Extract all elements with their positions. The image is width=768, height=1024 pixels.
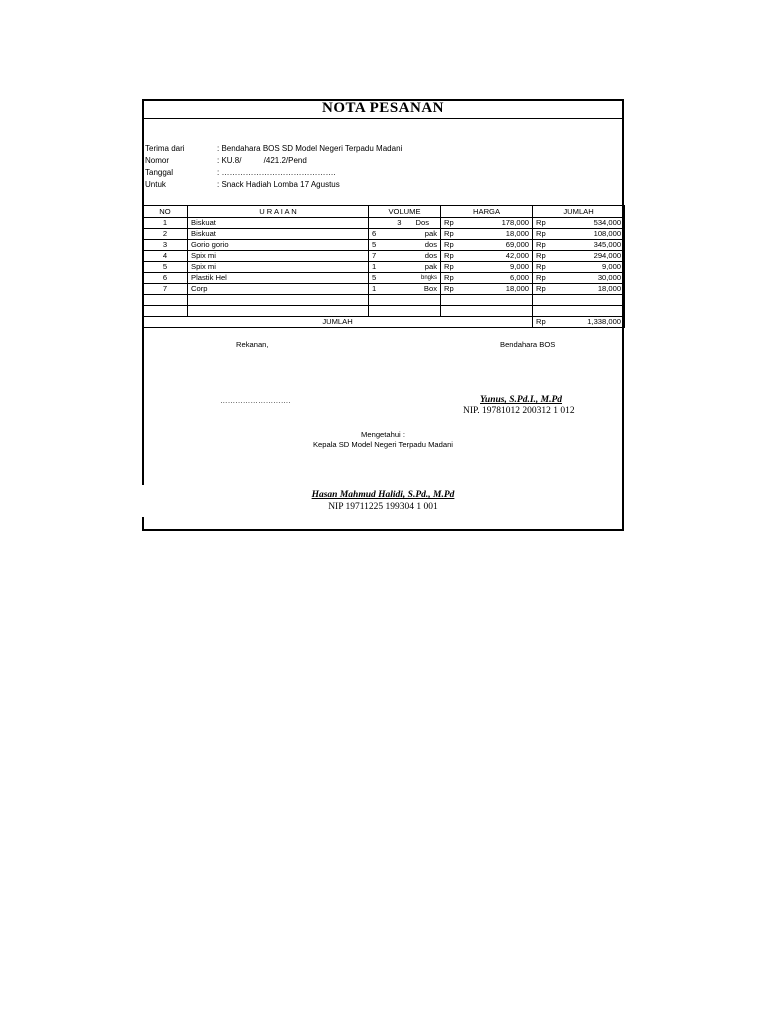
treasurer-title: Bendahara BOS xyxy=(500,340,556,349)
cell-unit: Box xyxy=(405,284,441,295)
cell-unit: dos xyxy=(405,240,441,251)
cell-currency: Rp xyxy=(441,240,461,251)
header-jumlah: JUMLAH xyxy=(533,206,625,218)
cell-no: 7 xyxy=(143,284,188,295)
cell-harga: 18,000 xyxy=(461,284,533,295)
info-value: : KU.8/ /421.2/Pend xyxy=(217,156,307,165)
cell-harga: 42,000 xyxy=(461,251,533,262)
cell-uraian: Corp xyxy=(188,284,369,295)
table-row xyxy=(143,251,625,262)
table-row xyxy=(143,273,625,284)
cell-currency: Rp xyxy=(441,229,461,240)
cell-jumlah: 345,000 xyxy=(551,240,625,251)
cell-harga: 178,000 xyxy=(461,218,533,229)
table-header-row xyxy=(143,206,625,218)
treasurer-nip: NIP. 19781012 200312 1 012 xyxy=(463,406,575,416)
cell-currency: Rp xyxy=(441,273,461,284)
cell-currency: Rp xyxy=(441,251,461,262)
cell-jumlah: 108,000 xyxy=(551,229,625,240)
table-row xyxy=(143,284,625,295)
items-table xyxy=(142,205,625,328)
info-label: Terima dari xyxy=(145,144,185,153)
title-divider xyxy=(142,118,624,119)
cell-qty: 5 xyxy=(369,273,405,284)
header-harga: HARGA xyxy=(441,206,533,218)
header-volume: VOLUME xyxy=(369,206,441,218)
cell-harga: 18,000 xyxy=(461,229,533,240)
info-label: Untuk xyxy=(145,180,166,189)
info-row-date xyxy=(145,167,565,179)
cell-jumlah: 18,000 xyxy=(551,284,625,295)
table-row-empty xyxy=(143,306,625,317)
info-value: : ……………………………………. xyxy=(217,168,336,177)
info-row-number xyxy=(145,155,565,167)
cell-no: 1 xyxy=(143,218,188,229)
cell-jumlah: 534,000 xyxy=(551,218,625,229)
table-row-empty xyxy=(143,295,625,306)
cell-no: 3 xyxy=(143,240,188,251)
cell-unit: bngks xyxy=(405,273,441,284)
cell-currency: Rp xyxy=(533,284,551,295)
cell-no: 2 xyxy=(143,229,188,240)
cell-jumlah: 9,000 xyxy=(551,262,625,273)
cell-qty: 3 xyxy=(369,218,405,229)
cell-uraian: Biskuat xyxy=(188,218,369,229)
info-label: Tanggal xyxy=(145,168,174,177)
table-row xyxy=(143,240,625,251)
info-row-purpose xyxy=(145,179,565,191)
principal-title: Kepala SD Model Negeri Terpadu Madani xyxy=(312,440,453,449)
cell-harga: 9,000 xyxy=(461,262,533,273)
cell-unit: dos xyxy=(405,251,441,262)
cell-unit: pak xyxy=(405,229,441,240)
cell-unit: pak xyxy=(405,262,441,273)
partner-title: Rekanan, xyxy=(236,340,269,349)
table-row xyxy=(143,229,625,240)
cell-no: 4 xyxy=(143,251,188,262)
cell-jumlah: 30,000 xyxy=(551,273,625,284)
header-uraian: U R A I A N xyxy=(188,206,369,218)
cell-qty: 1 xyxy=(369,284,405,295)
cell-currency: Rp xyxy=(533,240,551,251)
cell-harga: 6,000 xyxy=(461,273,533,284)
cell-currency: Rp xyxy=(533,273,551,284)
header-no: NO xyxy=(143,206,188,218)
frame-border-bottom xyxy=(142,529,624,531)
cell-currency: Rp xyxy=(441,262,461,273)
cell-currency: Rp xyxy=(533,262,551,273)
cell-currency: Rp xyxy=(533,218,551,229)
document-title: NOTA PESANAN xyxy=(322,100,444,116)
total-currency: Rp xyxy=(533,317,551,328)
cell-uraian: Plastik Hel xyxy=(188,273,369,284)
purchase-order-document xyxy=(142,99,624,531)
cell-uraian: Gorio gorio xyxy=(188,240,369,251)
cell-unit: Dos xyxy=(405,218,441,229)
principal-name: Hasan Mahmud Halidi, S.Pd., M.Pd xyxy=(311,490,455,500)
treasurer-name: Yunus, S.Pd.I., M.Pd xyxy=(480,395,563,405)
table-row xyxy=(143,262,625,273)
table-total-row xyxy=(143,317,625,328)
cell-qty: 1 xyxy=(369,262,405,273)
cell-qty: 5 xyxy=(369,240,405,251)
acknowledge-label: Mengetahui : xyxy=(361,430,405,439)
cell-harga: 69,000 xyxy=(461,240,533,251)
info-value: : Snack Hadiah Lomba 17 Agustus xyxy=(217,180,340,189)
cell-uraian: Biskuat xyxy=(188,229,369,240)
cell-qty: 6 xyxy=(369,229,405,240)
cell-no: 5 xyxy=(143,262,188,273)
cell-qty: 7 xyxy=(369,251,405,262)
principal-nip: NIP 19711225 199304 1 001 xyxy=(328,502,438,512)
cell-jumlah: 294,000 xyxy=(551,251,625,262)
cell-uraian: Spix mi xyxy=(188,251,369,262)
cell-currency: Rp xyxy=(533,251,551,262)
table-row xyxy=(143,218,625,229)
cell-currency: Rp xyxy=(533,229,551,240)
cell-no: 6 xyxy=(143,273,188,284)
partner-signature-line: ………………………. xyxy=(220,396,291,405)
total-value: 1,338,000 xyxy=(551,317,625,328)
cell-currency: Rp xyxy=(441,284,461,295)
info-row-received-from xyxy=(145,143,565,155)
cell-currency: Rp xyxy=(441,218,461,229)
info-value: : Bendahara BOS SD Model Negeri Terpadu Madani xyxy=(217,144,403,153)
total-label: JUMLAH xyxy=(143,317,533,328)
cell-uraian: Spix mi xyxy=(188,262,369,273)
info-label: Nomor xyxy=(145,156,170,165)
